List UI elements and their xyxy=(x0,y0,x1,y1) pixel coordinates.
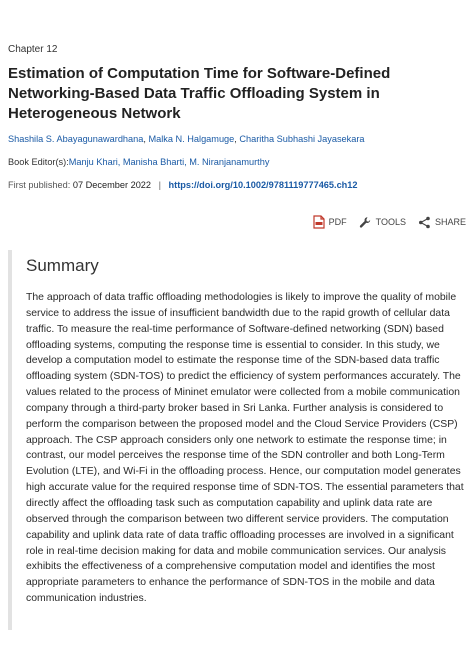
tools-button[interactable] xyxy=(359,216,406,229)
pdf-label: PDF xyxy=(328,217,347,227)
pdf-icon xyxy=(313,215,325,229)
author-list xyxy=(8,134,468,144)
author-link[interactable]: Charitha Subhashi Jayasekara xyxy=(239,134,365,144)
editors-names-link[interactable]: Manju Khari, Manisha Bharti, M. Niranjanamurthy xyxy=(68,157,270,167)
published-label: First published: xyxy=(8,180,71,190)
summary-section xyxy=(8,250,470,630)
chapter-label: Chapter 12 xyxy=(8,44,58,55)
published-date: 07 December 2022 xyxy=(72,180,152,190)
share-label: SHARE xyxy=(434,217,466,227)
chapter-title: Estimation of Computation Time for Software-Defined Networking-Based Data Traffic Offloading System in Heterogeneous Network xyxy=(8,65,391,122)
publication-info xyxy=(8,180,358,190)
share-icon xyxy=(418,216,431,229)
summary-heading: Summary xyxy=(26,256,99,275)
meta-divider: | xyxy=(158,180,161,190)
doi-link[interactable]: https://doi.org/10.1002/9781119777465.ch12 xyxy=(168,180,358,190)
share-button[interactable] xyxy=(418,216,466,229)
author-separator: , xyxy=(234,134,240,144)
editors-label: Book Editor(s): xyxy=(8,157,69,167)
article-toolbar xyxy=(313,215,466,229)
wrench-icon xyxy=(359,216,372,229)
author-link[interactable]: Shashila S. Abayagunawardhana xyxy=(8,134,144,144)
book-editors xyxy=(8,157,269,167)
tools-label: TOOLS xyxy=(375,217,406,227)
author-separator: , xyxy=(143,134,149,144)
author-link[interactable]: Malka N. Halgamuge xyxy=(148,134,235,144)
summary-body: The approach of data traffic offloading methodologies is likely to improve the quality of mobile service to address the issue of insufficient bandwidth due to the rapid growth of cellular data traffic. To measure the real-time performance of Software-defined networking (SDN) based offloading systems, computing the response time is essential to consider. In this study, we develop a computation model to estimate the response time of the SDN-based data traffic offloading system (SDN-TOS) to predict the efficiency of system performances accurately. The values related to the process of Mininet emulator were collected from a mobile communication company through a third-party broker based in Sri Lanka. Further analysis is considered to perform the comparison between the proposed model and the Cloud Service Providers (CSP) approach. The CSP approach considers only one network to estimate the response time; in contrast, our model perceives the response time of the SDN controller and both Long-Term Evolution (LTE), and Wi-Fi in the offloading process. Hence, our computation model generates high accurate value for the required response time of SDN-TOS. The essential parameters that directly affect the offloading task such as computation capability and uplink data rate are observed through the comparison between two different service providers. The computation capability and uplink data rate of data traffic offloading processes are involved in a significant role in real-time decision making for data and mobile communication services. Our analysis exhibits the effectiveness of a comprehensive computation model and identifies the most appropriate parameters to enhance the performance of SDN-TOS in the mobile and data communication industries. xyxy=(26,292,464,605)
pdf-button[interactable] xyxy=(313,215,347,229)
